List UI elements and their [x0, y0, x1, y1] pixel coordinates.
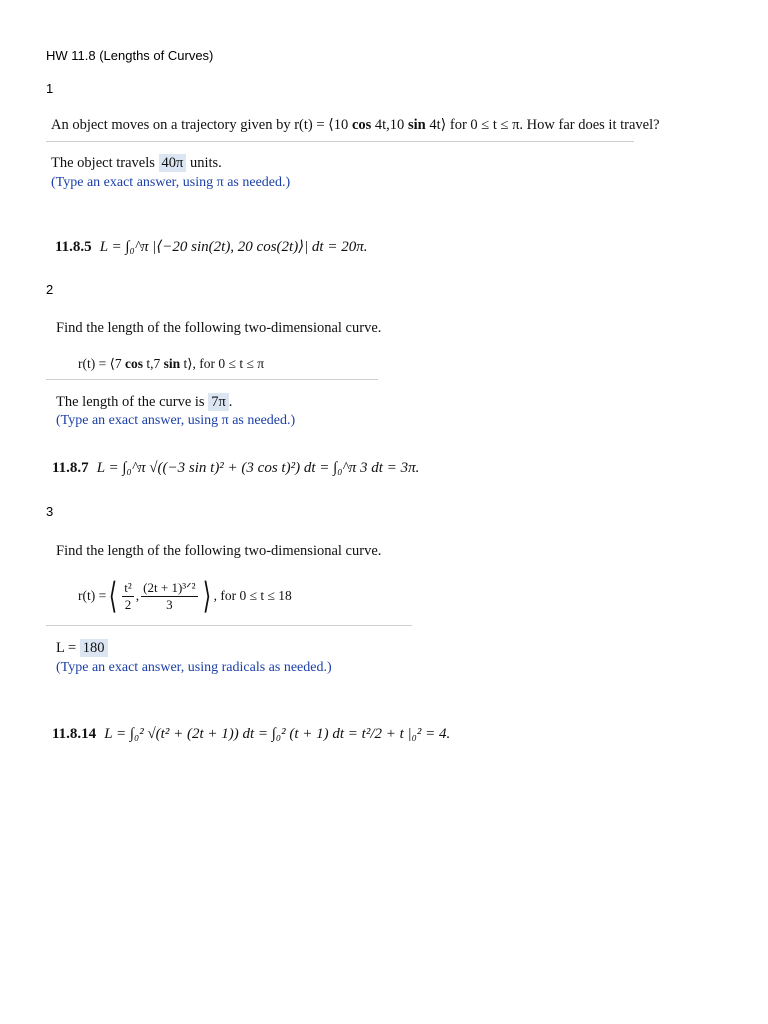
fraction-2 [141, 580, 197, 613]
question-text-part: 4t⟩ for 0 ≤ t ≤ π. How far does it travel? [425, 117, 660, 133]
problem-2-question: Find the length of the following two-dimensional curve. [56, 320, 382, 336]
solution-expression: L = ∫₀^π √((−3 sin t)² + (3 cos t)²) dt = ∫₀^π 3 dt = 3π. [96, 460, 420, 476]
right-angle-bracket: ⟩ [202, 576, 211, 616]
problem-2-hint: (Type an exact answer, using π as needed.) [56, 413, 296, 428]
problem-3-answer [56, 640, 108, 657]
curve-range: , for 0 ≤ t ≤ 18 [213, 588, 292, 603]
problem-number-3: 3 [46, 504, 54, 519]
problem-number-2: 2 [46, 282, 54, 297]
divider [46, 625, 412, 626]
question-text-part: cos [351, 117, 372, 133]
question-text-part: An object moves on a trajectory given by r(t) = ⟨10 [51, 117, 352, 133]
curve-text-part: r(t) = ⟨7 [78, 356, 125, 371]
fraction-denominator: 2 [124, 596, 132, 612]
left-angle-bracket: ⟨ [109, 576, 118, 616]
curve-text-part: t,7 [143, 356, 164, 371]
answer-suffix: . [228, 394, 233, 410]
problem-3-curve [78, 578, 292, 614]
fraction-numerator: t² [124, 579, 132, 595]
problem-3-question: Find the length of the following two-dimensional curve. [56, 543, 382, 559]
solution-expression: L = ∫₀² √(t² + (2t + 1)) dt = ∫₀² (t + 1) dt = t²/2 + t |₀² = 4. [104, 726, 451, 742]
curve-text-part: t⟩, for 0 ≤ t ≤ π [180, 356, 265, 371]
curve-lhs: r(t) = [78, 588, 107, 603]
answer-box[interactable]: 40π [159, 154, 187, 172]
fraction-1 [122, 580, 134, 613]
curve-text-part: cos [125, 356, 143, 371]
answer-box[interactable]: 7π [208, 393, 229, 411]
curve-text-part: sin [163, 356, 181, 371]
solution-number: 11.8.5 [55, 239, 92, 255]
problem-1-question [51, 117, 660, 134]
divider [46, 379, 378, 380]
question-text-part: 4t,10 [371, 117, 408, 133]
answer-label: The length of the curve is [56, 394, 205, 410]
problem-number-1: 1 [46, 81, 54, 96]
solution-1 [55, 237, 368, 256]
page-title: HW 11.8 (Lengths of Curves) [46, 48, 214, 63]
solution-number: 11.8.7 [52, 460, 89, 476]
problem-2-curve [78, 356, 264, 372]
answer-suffix: units. [189, 155, 222, 171]
solution-3 [52, 726, 450, 743]
comma: , [135, 588, 140, 603]
solution-2 [52, 460, 419, 477]
divider [46, 141, 634, 142]
problem-1-hint: (Type an exact answer, using π as needed.) [51, 175, 291, 190]
problem-2-answer [56, 394, 232, 411]
answer-label: L = [56, 640, 77, 656]
answer-box[interactable]: 180 [80, 639, 108, 657]
problem-3-hint: (Type an exact answer, using radicals as needed.) [56, 660, 332, 675]
solution-expression: L = ∫₀^π |⟨−20 sin(2t), 20 cos(2t)⟩| dt = 20π. [99, 239, 368, 255]
question-text-part: sin [407, 117, 426, 133]
solution-number: 11.8.14 [52, 726, 97, 742]
problem-1-answer [51, 155, 222, 172]
fraction-denominator: 3 [166, 596, 173, 612]
fraction-numerator: (2t + 1)³ᐟ² [143, 579, 196, 595]
answer-label: The object travels [51, 155, 155, 171]
